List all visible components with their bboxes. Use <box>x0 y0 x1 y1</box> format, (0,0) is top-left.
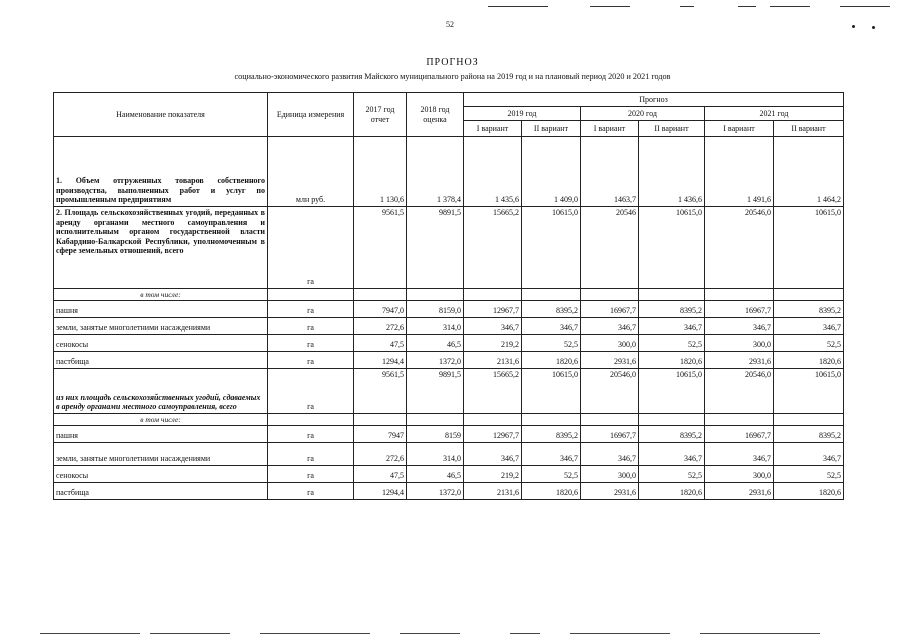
value-cell: 9561,5 <box>354 207 407 289</box>
value-cell: 1463,7 <box>581 137 639 207</box>
value-cell: 1820,6 <box>522 483 581 500</box>
scan-mark <box>570 633 670 634</box>
value-cell: 346,7 <box>464 318 522 335</box>
value-cell: 2131,6 <box>464 483 522 500</box>
subheading-cell: в том числе: <box>54 414 268 426</box>
value-cell: 15665,2 <box>464 369 522 414</box>
value-cell: 346,7 <box>522 318 581 335</box>
value-cell: 219,2 <box>464 335 522 352</box>
value-cell: 52,5 <box>522 466 581 483</box>
value-cell: 9891,5 <box>407 369 464 414</box>
value-cell: 1 435,6 <box>464 137 522 207</box>
empty-cell <box>705 289 774 301</box>
subheading-row <box>54 289 844 301</box>
scan-mark <box>738 6 756 7</box>
value-cell: 1820,6 <box>774 352 844 369</box>
value-cell: 300,0 <box>581 466 639 483</box>
value-cell: 2931,6 <box>705 352 774 369</box>
value-cell: 300,0 <box>705 335 774 352</box>
value-cell: 300,0 <box>705 466 774 483</box>
value-cell: 8395,2 <box>522 426 581 443</box>
header-name: Наименование показателя <box>54 93 268 137</box>
value-cell: 314,0 <box>407 443 464 466</box>
value-cell: 7947 <box>354 426 407 443</box>
subheading-row <box>54 414 844 426</box>
value-cell: 1294,4 <box>354 352 407 369</box>
indicator-name: земли, занятые многолетними насаждениями <box>54 318 268 335</box>
indicator-name: из них площадь сельскохозяйственных угодий, сдаваемых в аренду органами местного самоуправления, всего <box>54 369 268 414</box>
value-cell: 16967,7 <box>581 301 639 318</box>
value-cell: 10615,0 <box>522 369 581 414</box>
value-cell: 10615,0 <box>774 207 844 289</box>
indicator-name: земли, занятые многолетними насаждениями <box>54 443 268 466</box>
unit-cell: га <box>268 301 354 318</box>
empty-cell <box>522 414 581 426</box>
value-cell: 1 378,4 <box>407 137 464 207</box>
header-variant-1: I вариант <box>464 121 522 137</box>
indicator-name: пастбища <box>54 483 268 500</box>
value-cell: 1 491,6 <box>705 137 774 207</box>
header-2021: 2021 год <box>705 107 844 121</box>
header-variant-2: II вариант <box>522 121 581 137</box>
scan-mark <box>40 633 140 634</box>
header-2017: 2017 год отчет <box>354 93 407 137</box>
table-body <box>54 137 844 500</box>
subheading-cell: в том числе: <box>54 289 268 301</box>
empty-cell <box>705 414 774 426</box>
value-cell: 10615,0 <box>639 207 705 289</box>
value-cell: 9561,5 <box>354 369 407 414</box>
unit-cell: га <box>268 318 354 335</box>
value-cell: 346,7 <box>705 443 774 466</box>
header-2019: 2019 год <box>464 107 581 121</box>
value-cell: 20546,0 <box>705 207 774 289</box>
table-row <box>54 137 844 207</box>
table-row <box>54 443 844 466</box>
value-cell: 1372,0 <box>407 483 464 500</box>
value-cell: 314,0 <box>407 318 464 335</box>
unit-cell: га <box>268 335 354 352</box>
empty-cell <box>639 414 705 426</box>
value-cell: 20546 <box>581 207 639 289</box>
unit-cell: га <box>268 443 354 466</box>
unit-cell: млн руб. <box>268 137 354 207</box>
header-unit: Единица измерения <box>268 93 354 137</box>
indicator-name: сенокосы <box>54 466 268 483</box>
value-cell: 16967,7 <box>581 426 639 443</box>
header-variant-2: II вариант <box>639 121 705 137</box>
scan-mark <box>510 633 540 634</box>
indicator-name: пашня <box>54 301 268 318</box>
scan-mark <box>150 633 230 634</box>
value-cell: 12967,7 <box>464 301 522 318</box>
value-cell: 272,6 <box>354 318 407 335</box>
document-subtitle: социально-экономического развития Майского муниципального района на 2019 год и на плановый период 2020 и 2021 годов <box>234 72 671 81</box>
table-row <box>54 352 844 369</box>
value-cell: 10615,0 <box>522 207 581 289</box>
empty-cell <box>774 289 844 301</box>
value-cell: 46,5 <box>407 466 464 483</box>
page-number: 52 <box>446 20 454 29</box>
unit-cell: га <box>268 207 354 289</box>
value-cell: 1 436,6 <box>639 137 705 207</box>
scan-mark <box>590 6 630 7</box>
value-cell: 300,0 <box>581 335 639 352</box>
empty-cell <box>354 289 407 301</box>
value-cell: 2131,6 <box>464 352 522 369</box>
value-cell: 52,5 <box>774 466 844 483</box>
value-cell: 346,7 <box>639 318 705 335</box>
empty-cell <box>268 414 354 426</box>
value-cell: 1 464,2 <box>774 137 844 207</box>
unit-cell: га <box>268 352 354 369</box>
value-cell: 346,7 <box>464 443 522 466</box>
value-cell: 346,7 <box>522 443 581 466</box>
empty-cell <box>774 414 844 426</box>
empty-cell <box>581 289 639 301</box>
scan-mark <box>260 633 370 634</box>
value-cell: 346,7 <box>705 318 774 335</box>
header-2018: 2018 год оценка <box>407 93 464 137</box>
table-row <box>54 335 844 352</box>
value-cell: 1294,4 <box>354 483 407 500</box>
empty-cell <box>268 289 354 301</box>
scan-mark <box>770 6 810 7</box>
empty-cell <box>581 414 639 426</box>
value-cell: 1 409,0 <box>522 137 581 207</box>
scan-dot <box>872 26 875 29</box>
indicator-name: пастбища <box>54 352 268 369</box>
empty-cell <box>464 414 522 426</box>
value-cell: 15665,2 <box>464 207 522 289</box>
empty-cell <box>407 289 464 301</box>
value-cell: 52,5 <box>774 335 844 352</box>
value-cell: 1372,0 <box>407 352 464 369</box>
indicator-name: пашня <box>54 426 268 443</box>
header-2020: 2020 год <box>581 107 705 121</box>
value-cell: 10615,0 <box>639 369 705 414</box>
value-cell: 1820,6 <box>639 352 705 369</box>
forecast-table <box>53 92 844 500</box>
header-variant-1: I вариант <box>705 121 774 137</box>
value-cell: 20546,0 <box>581 369 639 414</box>
value-cell: 8395,2 <box>639 426 705 443</box>
value-cell: 8159,0 <box>407 301 464 318</box>
unit-cell: га <box>268 369 354 414</box>
empty-cell <box>639 289 705 301</box>
value-cell: 47,5 <box>354 466 407 483</box>
value-cell: 8159 <box>407 426 464 443</box>
scan-mark <box>488 6 548 7</box>
table-row <box>54 369 844 414</box>
indicator-name: 2. Площадь сельскохозяйственных угодий, переданных в аренду органами местного самоуправления и исполнительным органом государственной власти Кабардино-Балкарской Республики, уполномоченным в сфере земельных отношений, всего <box>54 207 268 289</box>
value-cell: 1820,6 <box>522 352 581 369</box>
value-cell: 47,5 <box>354 335 407 352</box>
unit-cell: га <box>268 483 354 500</box>
table-row <box>54 318 844 335</box>
table-row <box>54 483 844 500</box>
table-row <box>54 207 844 289</box>
scan-dot <box>852 25 855 28</box>
value-cell: 346,7 <box>639 443 705 466</box>
value-cell: 346,7 <box>774 318 844 335</box>
scan-mark <box>840 6 890 7</box>
value-cell: 2931,6 <box>581 483 639 500</box>
table-row <box>54 426 844 443</box>
value-cell: 219,2 <box>464 466 522 483</box>
value-cell: 52,5 <box>639 335 705 352</box>
value-cell: 52,5 <box>522 335 581 352</box>
value-cell: 272,6 <box>354 443 407 466</box>
unit-cell: га <box>268 466 354 483</box>
value-cell: 20546,0 <box>705 369 774 414</box>
value-cell: 9891,5 <box>407 207 464 289</box>
value-cell: 2931,6 <box>581 352 639 369</box>
value-cell: 2931,6 <box>705 483 774 500</box>
value-cell: 346,7 <box>581 443 639 466</box>
header-variant-2: II вариант <box>774 121 844 137</box>
empty-cell <box>407 414 464 426</box>
table-header <box>54 93 844 137</box>
empty-cell <box>522 289 581 301</box>
scan-mark <box>700 633 820 634</box>
value-cell: 8395,2 <box>522 301 581 318</box>
unit-cell: га <box>268 426 354 443</box>
value-cell: 1 130,6 <box>354 137 407 207</box>
value-cell: 46,5 <box>407 335 464 352</box>
value-cell: 52,5 <box>639 466 705 483</box>
empty-cell <box>354 414 407 426</box>
value-cell: 12967,7 <box>464 426 522 443</box>
value-cell: 8395,2 <box>774 426 844 443</box>
value-cell: 10615,0 <box>774 369 844 414</box>
empty-cell <box>464 289 522 301</box>
scan-mark <box>400 633 460 634</box>
value-cell: 8395,2 <box>774 301 844 318</box>
value-cell: 346,7 <box>581 318 639 335</box>
value-cell: 8395,2 <box>639 301 705 318</box>
document-title: ПРОГНОЗ <box>426 57 479 68</box>
value-cell: 1820,6 <box>639 483 705 500</box>
header-variant-1: I вариант <box>581 121 639 137</box>
value-cell: 346,7 <box>774 443 844 466</box>
table-row <box>54 466 844 483</box>
scan-mark <box>680 6 694 7</box>
value-cell: 16967,7 <box>705 301 774 318</box>
indicator-name: 1. Объем отгруженных товаров собственного производства, выполненных работ и услуг по промышленным предприятиям <box>54 137 268 207</box>
table-row <box>54 301 844 318</box>
value-cell: 1820,6 <box>774 483 844 500</box>
value-cell: 7947,0 <box>354 301 407 318</box>
indicator-name: сенокосы <box>54 335 268 352</box>
header-forecast: Прогноз <box>464 93 844 107</box>
value-cell: 16967,7 <box>705 426 774 443</box>
